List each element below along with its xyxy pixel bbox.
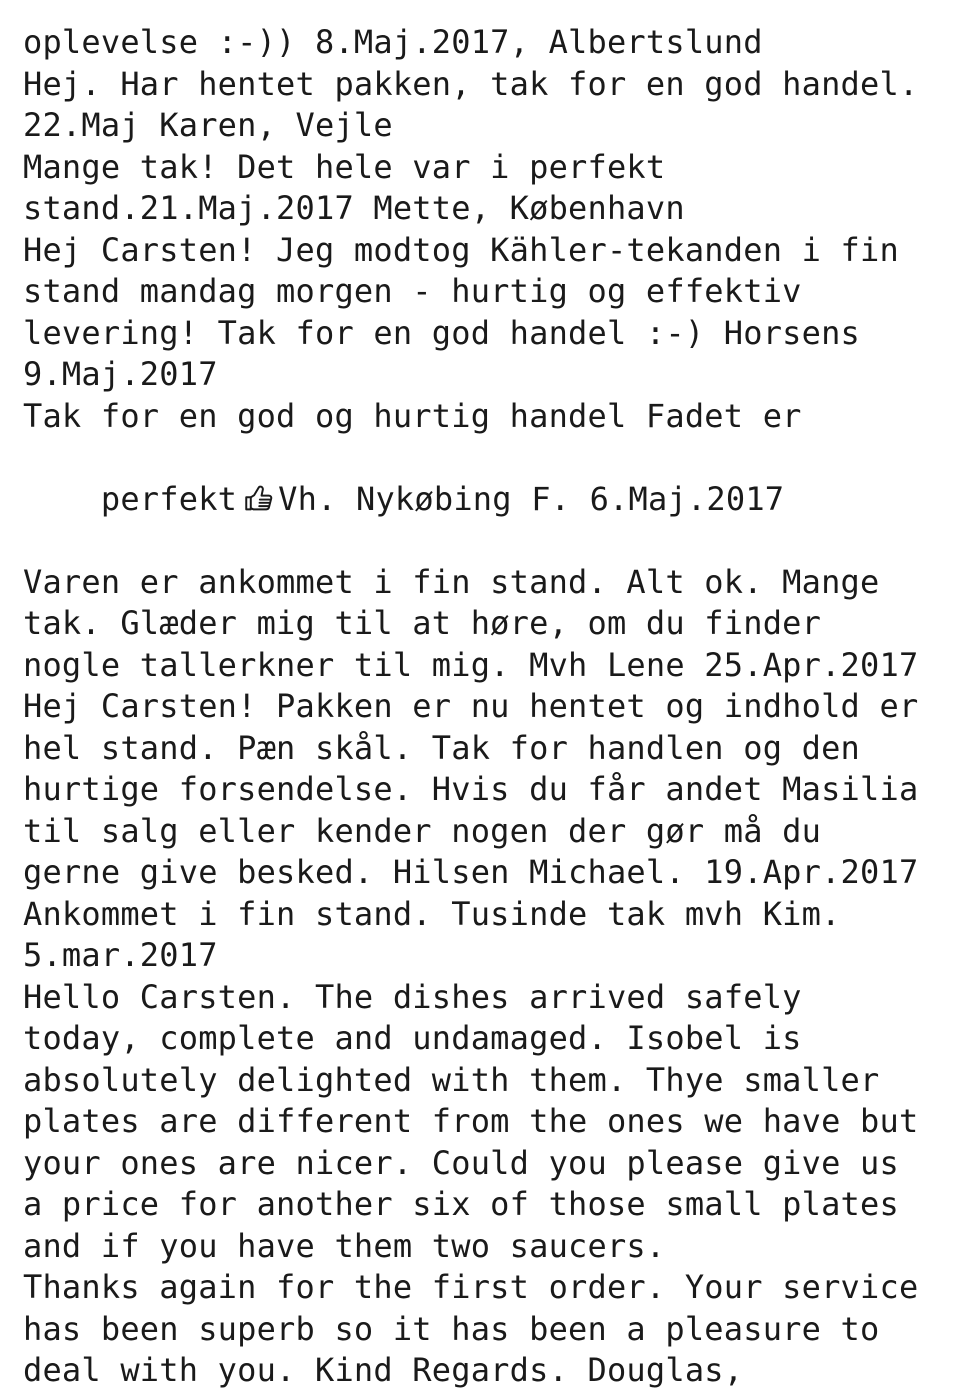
text-line: Tak for en god og hurtig handel Fadet er: [23, 396, 802, 435]
text-line: nogle tallerkner til mig. Mvh Lene 25.Apr.2017: [23, 645, 919, 684]
text-line: your ones are nicer. Could you please give us: [23, 1143, 899, 1182]
text-line: stand.21.Maj.2017 Mette, København: [23, 189, 685, 227]
text-segment: perfekt: [100, 479, 238, 518]
text-line: has been superb so it has been a pleasure to: [23, 1309, 880, 1348]
text-line: 22.Maj Karen, Vejle: [23, 106, 393, 144]
thumbs-up-icon: [241, 481, 277, 515]
text-line: and if you have them two saucers.: [23, 1226, 666, 1265]
text-line: plates are different from the ones we have but: [23, 1102, 919, 1140]
text-line: Hej Carsten! Pakken er nu hentet og indhold er: [23, 687, 919, 725]
text-line: til salg eller kender nogen der gør må du: [23, 811, 822, 850]
text-line: levering! Tak for en god handel :-) Horsens: [23, 313, 861, 352]
text-line: Hej Carsten! Jeg modtog Kähler-tekanden i fin: [23, 230, 899, 269]
text-line: hel stand. Pæn skål. Tak for handlen og den: [23, 728, 861, 767]
text-line: oplevelse :-)) 8.Maj.2017, Albertslund: [23, 23, 763, 61]
text-line: today, complete and undamaged. Isobel is: [23, 1019, 802, 1057]
text-line: Ankommet i fin stand. Tusinde tak mvh Kim.: [23, 894, 841, 933]
text-line: stand mandag morgen - hurtig og effektiv: [23, 272, 802, 310]
text-line: deal with you. Kind Regards. Douglas,: [23, 1351, 744, 1389]
text-line: 9.Maj.2017: [23, 355, 218, 393]
text-line: tak. Glæder mig til at høre, om du finder: [23, 604, 822, 642]
text-segment: Vh. Nykøbing F. 6.Maj.2017: [278, 479, 785, 518]
text-line: Hej. Har hentet pakken, tak for en god handel.: [23, 64, 919, 103]
text-line: 5.mar.2017: [23, 936, 218, 974]
text-line: hurtige forsendelse. Hvis du får andet Masilia: [23, 770, 919, 808]
text-line: Mange tak! Det hele var i perfekt: [23, 147, 666, 186]
text-line: gerne give besked. Hilsen Michael. 19.Apr.2017: [23, 853, 919, 891]
text-line: a price for another six of those small plates: [23, 1185, 899, 1223]
text-line: Varen er ankommet i fin stand. Alt ok. Mange: [23, 562, 880, 601]
text-line: Hello Carsten. The dishes arrived safely: [23, 977, 802, 1016]
text-line-with-thumbs-up: [23, 437, 942, 562]
text-line: Thanks again for the first order. Your service: [23, 1268, 919, 1306]
text-line: absolutely delighted with them. Thye smaller: [23, 1060, 880, 1099]
